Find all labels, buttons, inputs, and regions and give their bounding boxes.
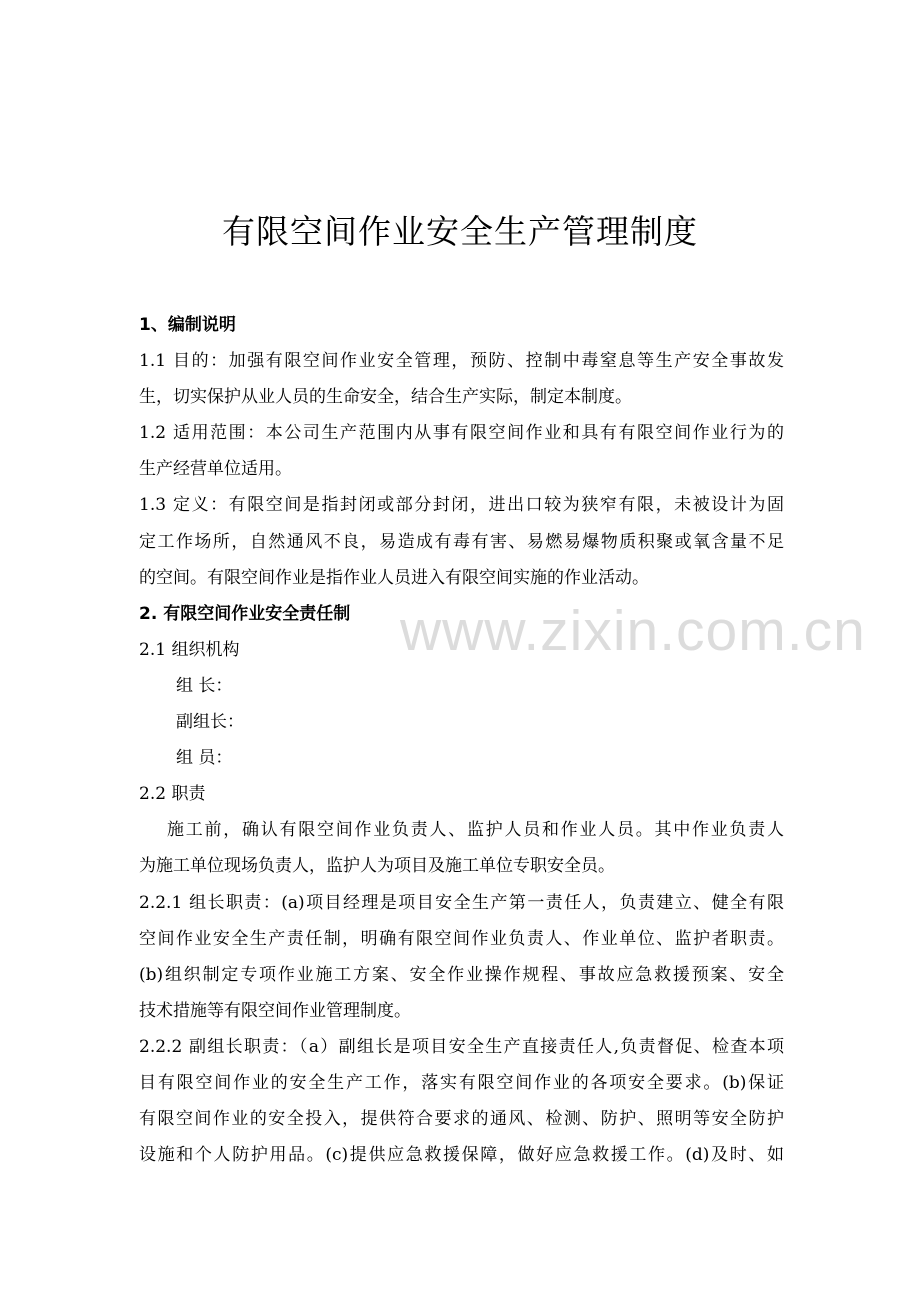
paragraph-line: 1.2 适用范围：本公司生产范围内从事有限空间作业和具有有限空间作业行为的 — [139, 423, 784, 444]
paragraph-line: 为施工单位现场负责人，监护人为项目及施工单位专职安全员。 — [139, 856, 615, 877]
paragraph-line: 施工前，确认有限空间作业负责人、监护人员和作业人员。其中作业负责人 — [167, 820, 784, 841]
subsection-heading: 2.2 职责 — [139, 784, 206, 805]
watermark: www.zixin.com.cn — [400, 599, 866, 663]
paragraph-line: 1.1 目的：加强有限空间作业安全管理，预防、控制中毒窒息等生产安全事故发 — [139, 351, 784, 372]
org-role-line: 组 员： — [176, 748, 233, 769]
paragraph-line: 生产经营单位适用。 — [139, 459, 292, 480]
paragraph-line: 1.3 定义：有限空间是指封闭或部分封闭，进出口较为狭窄有限，未被设计为固 — [139, 495, 784, 516]
section-heading: 2. 有限空间作业安全责任制 — [139, 603, 351, 624]
paragraph-line: (b)组织制定专项作业施工方案、安全作业操作规程、事故应急救援预案、安全 — [139, 964, 784, 985]
paragraph-line: 的空间。有限空间作业是指作业人员进入有限空间实施的作业活动。 — [139, 567, 649, 588]
paragraph-line: 目有限空间作业的安全生产工作，落实有限空间作业的各项安全要求。(b)保证 — [139, 1072, 784, 1093]
org-role-line: 副组长： — [176, 712, 244, 733]
paragraph-line: 设施和个人防护用品。(c)提供应急救援保障，做好应急救援工作。(d)及时、如 — [139, 1145, 784, 1166]
document-title: 有限空间作业安全生产管理制度 — [222, 212, 698, 251]
document-body — [139, 307, 784, 1173]
paragraph-line: 生，切实保护从业人员的生命安全，结合生产实际，制定本制度。 — [139, 387, 632, 408]
subsection-heading: 2.1 组织机构 — [139, 639, 240, 660]
paragraph-line: 技术措施等有限空间作业管理制度。 — [139, 1000, 411, 1021]
paragraph-line: 2.2.2 副组长职责：（a）副组长是项目安全生产直接责任人,负责督促、检查本项 — [139, 1036, 784, 1057]
org-role-line: 组 长： — [176, 675, 233, 696]
section-heading: 1、编制说明 — [139, 315, 236, 335]
paragraph-line: 空间作业安全生产责任制，明确有限空间作业负责人、作业单位、监护者职责。 — [139, 928, 784, 949]
paragraph-line: 2.2.1 组长职责：(a)项目经理是项目安全生产第一责任人，负责建立、健全有限 — [139, 892, 784, 913]
paragraph-line: 定工作场所，自然通风不良，易造成有毒有害、易燃易爆物质积聚或氧含量不足 — [139, 531, 784, 552]
paragraph-line: 有限空间作业的安全投入，提供符合要求的通风、检测、防护、照明等安全防护 — [139, 1109, 784, 1130]
